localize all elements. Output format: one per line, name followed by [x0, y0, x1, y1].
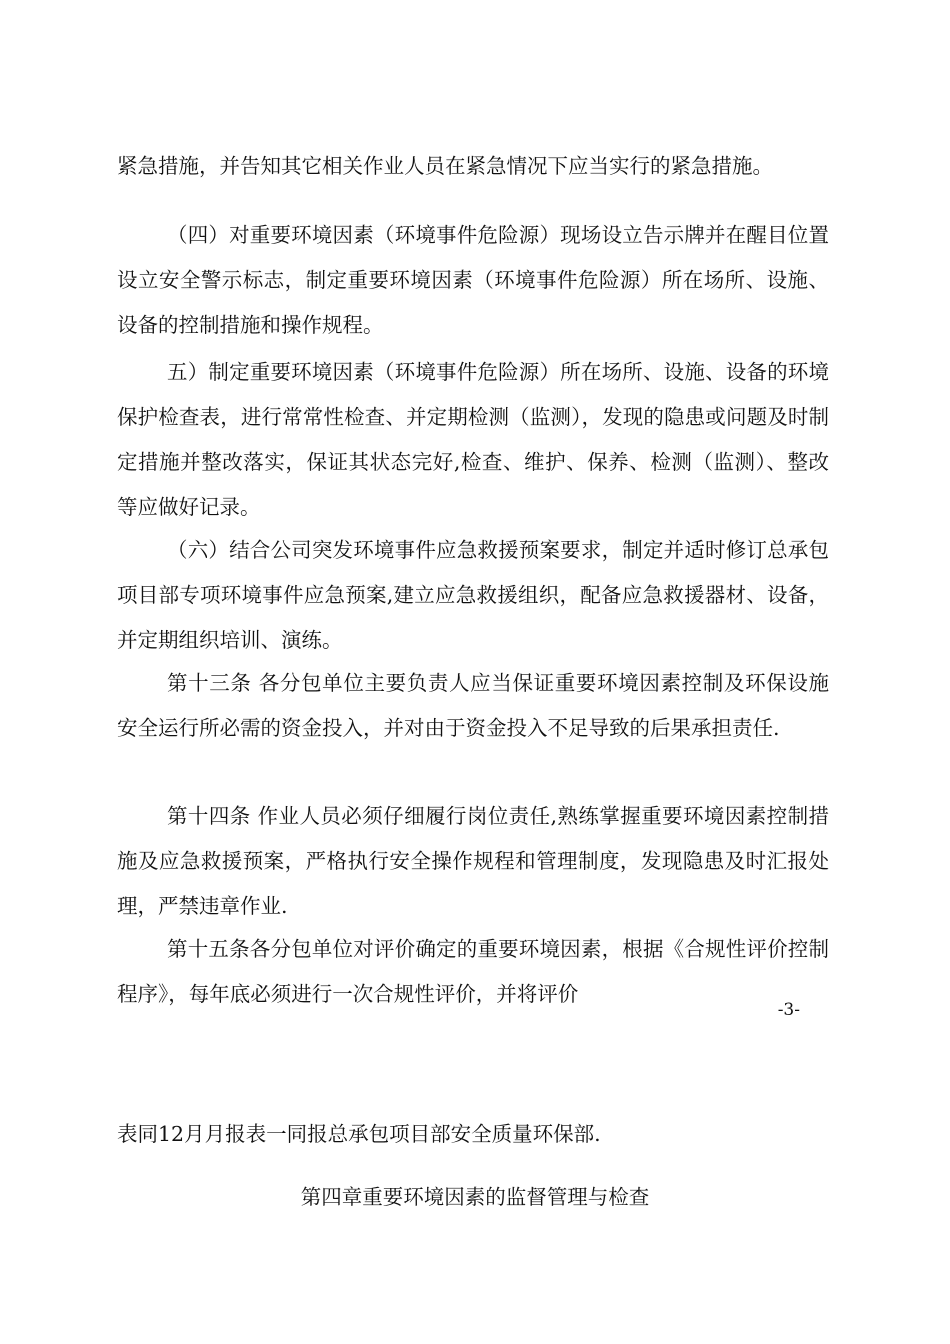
- paragraph-article-15: 第十五条各分包单位对评价确定的重要环境因素，根据《合规性评价控制程序》，每年底必须进行一次合规性评价，并将评价: [117, 937, 829, 1006]
- paragraph-article-13: 第十三条 各分包单位主要负责人应当保证重要环境因素控制及环保设施安全运行所必需的资金投入，并对由于资金投入不足导致的后果承担责任.: [117, 671, 829, 740]
- paragraph-item-four: （四）对重要环境因素（环境事件危险源）现场设立告示牌并在醒目位置设立安全警示标志，制定重要环境因素（环境事件危险源）所在场所、设施、设备的控制措施和操作规程。: [117, 223, 829, 337]
- paragraph-continuation: 表同12月月报表一同报总承包项目部安全质量环保部.: [117, 1122, 601, 1146]
- chapter-title: 第四章重要环境因素的监督管理与检查: [300, 1185, 650, 1209]
- paragraph-item-five: 五）制定重要环境因素（环境事件危险源）所在场所、设施、设备的环境保护检查表，进行常常性检查、并定期检测（监测），发现的隐患或问题及时制定措施并整改落实，保证其状态完好,检查、维护、保养、检测（监测）、整改等应做好记录。: [117, 360, 829, 519]
- paragraph-emergency-measures: 紧急措施，并告知其它相关作业人员在紧急情况下应当实行的紧急措施。: [117, 154, 773, 178]
- page-number: -3-: [777, 1000, 800, 1020]
- paragraph-item-six: （六）结合公司突发环境事件应急救援预案要求，制定并适时修订总承包项目部专项环境事件应急预案,建立应急救援组织，配备应急救援器材、设备，并定期组织培训、演练。: [117, 538, 829, 652]
- paragraph-article-14: 第十四条 作业人员必须仔细履行岗位责任,熟练掌握重要环境因素控制措施及应急救援预案，严格执行安全操作规程和管理制度，发现隐患及时汇报处理，严禁违章作业.: [117, 804, 829, 918]
